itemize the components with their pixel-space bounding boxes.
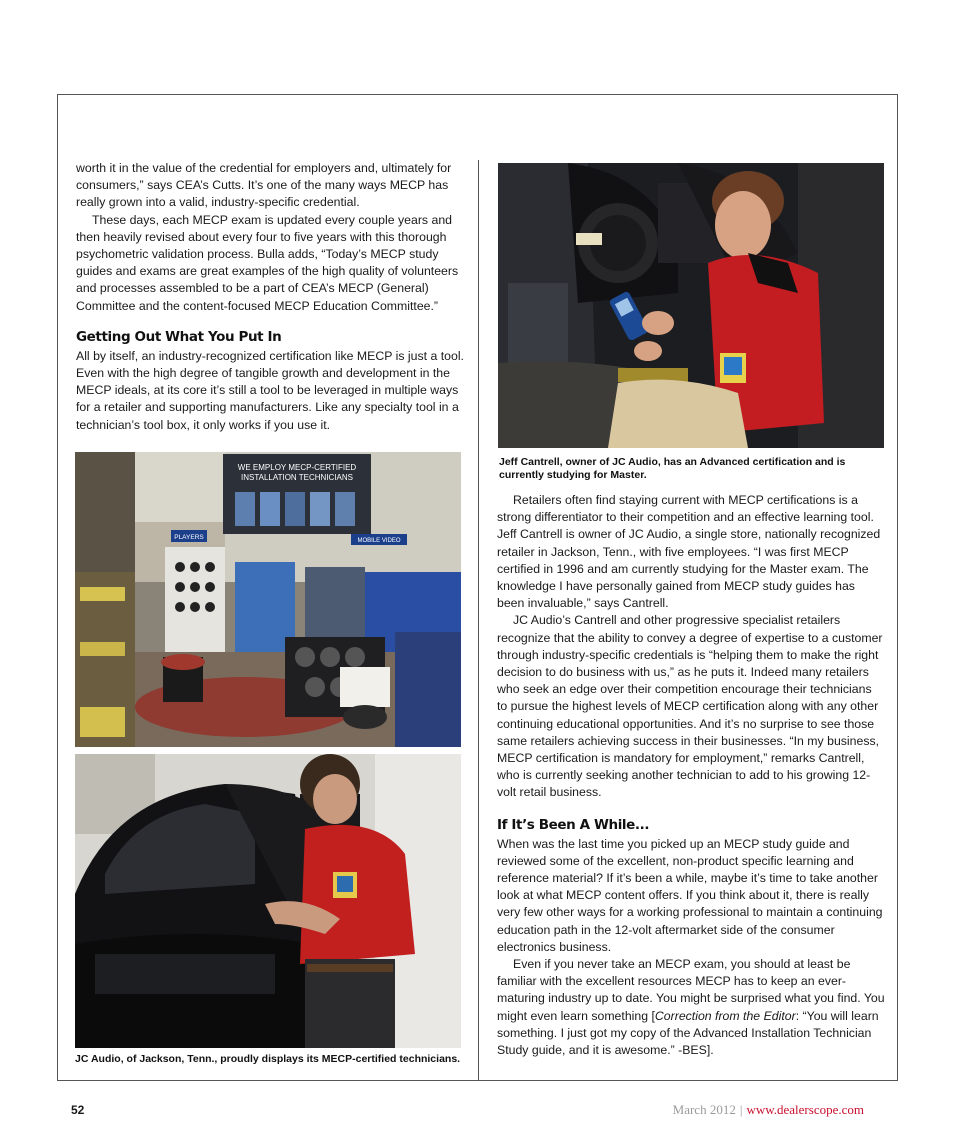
editor-correction-label: Correction from the Editor [654, 1008, 796, 1023]
banner-line-2: INSTALLATION TECHNICIANS [240, 473, 354, 482]
right-paragraph-4 [497, 956, 885, 1059]
right-paragraph-3: When was the last time you picked up an MECP study guide and reviewed some of the excellent, non-product specific learning and reference material? If it’s been a while, maybe it’s time to take another look at what MECP content offers. If you think about it, there is really very few other ways for a working professional to maintain a continuing education path in the 12-volt aftermarket side of the consumer electronics business. [497, 836, 883, 954]
cantrell-photo-caption: Jeff Cantrell, owner of JC Audio, has an Advanced certification and is currently studying for Master. [499, 456, 846, 481]
website-link[interactable]: www.dealerscope.com [746, 1102, 864, 1117]
section-heading-if-its-been: If It’s Been A While... [497, 816, 650, 833]
column-divider [478, 160, 479, 1081]
left-paragraph-3: All by itself, an industry-recognized certification like MECP is just a tool. Even with the high degree of tangible growth and development in the MECP ideals, at its core it’s still a tool to be leveraged in multiple ways for a retailer and supporting manufacturers. Like any specialty tool in a technician’s tool box, it only works if you use it. [76, 348, 464, 432]
footer-separator: | [739, 1102, 743, 1117]
banner-line-1: WE EMPLOY MECP-CERTIFIED [237, 463, 357, 472]
left-paragraph-1: worth it in the value of the credential for employers and, ultimately for consumers,” says CEA’s Cutts. It’s one of the many ways MECP has really grown into a valid, industry-specific credential. [76, 161, 452, 210]
sign-mobile-video: MOBILE VIDEO [357, 538, 401, 544]
sign-players: PLAYERS [174, 534, 204, 541]
technician-car-photo [75, 754, 461, 1048]
right-paragraph-1: Retailers often find staying current with MECP certifications is a strong differentiator to their competition and an effective learning tool. Jeff Cantrell is owner of JC Audio, a single store, nationally recognized retailer in Jackson, Tenn., with five employees. “I was first MECP certified in 1996 and am currently studying for the Master exam. The knowledge I have personally gained from MECP study guides has been invaluable,” says Cantrell. [497, 493, 881, 611]
section-heading-getting-out: Getting Out What You Put In [76, 328, 282, 345]
right-paragraph-2: JC Audio’s Cantrell and other progressive specialist retailers recognize that the ability to convey a degree of expertise to a customer through industry-specific credentials is “helping them to make the right decision to do business with us,” as he puts it. Indeed many retailers who seek an edge over their competition encourage their technicians to pursue the highest levels of MECP certification along with any other continuing educational opportunities. And it’s no surprise to see those same retailers achieving success in their businesses. “In my business, MECP certification is mandatory for employment,” remarks Cantrell, who is currently seeking another technician to add to his growing 12-volt retail business. [497, 613, 883, 800]
page-number: 52 [71, 1103, 85, 1117]
store-photo-caption: JC Audio, of Jackson, Tenn., proudly displays its MECP-certified technicians. [75, 1053, 461, 1065]
para4-end: : “You will learn something. I just got my copy of the Advanced Installation Technician Study guide, and it is awesome.” -BES]. [497, 1008, 879, 1058]
footer-publication [673, 1102, 864, 1118]
cantrell-photo [498, 163, 884, 448]
right-column [497, 492, 885, 1059]
store-interior-photo [75, 452, 461, 747]
para4-start: Even if you never take an MECP exam, you should at least be familiar with the excellent resources MECP has to keep an ever-maturing industry up to date. You might be surprised what you find. You might even learn something [ [497, 957, 885, 1023]
left-column [76, 160, 464, 434]
issue-date: March 2012 [672, 1102, 736, 1117]
left-paragraph-2: These days, each MECP exam is updated every couple years and then heavily revised about every four to five years with this thorough psychometric validation process. Bulla adds, “Today’s MECP study guides and exams are great examples of the high quality of volunteers and processes assembled to be a part of CEA’s MECP (General) Committee and the content-focused MECP Education Committee.” [76, 212, 459, 313]
